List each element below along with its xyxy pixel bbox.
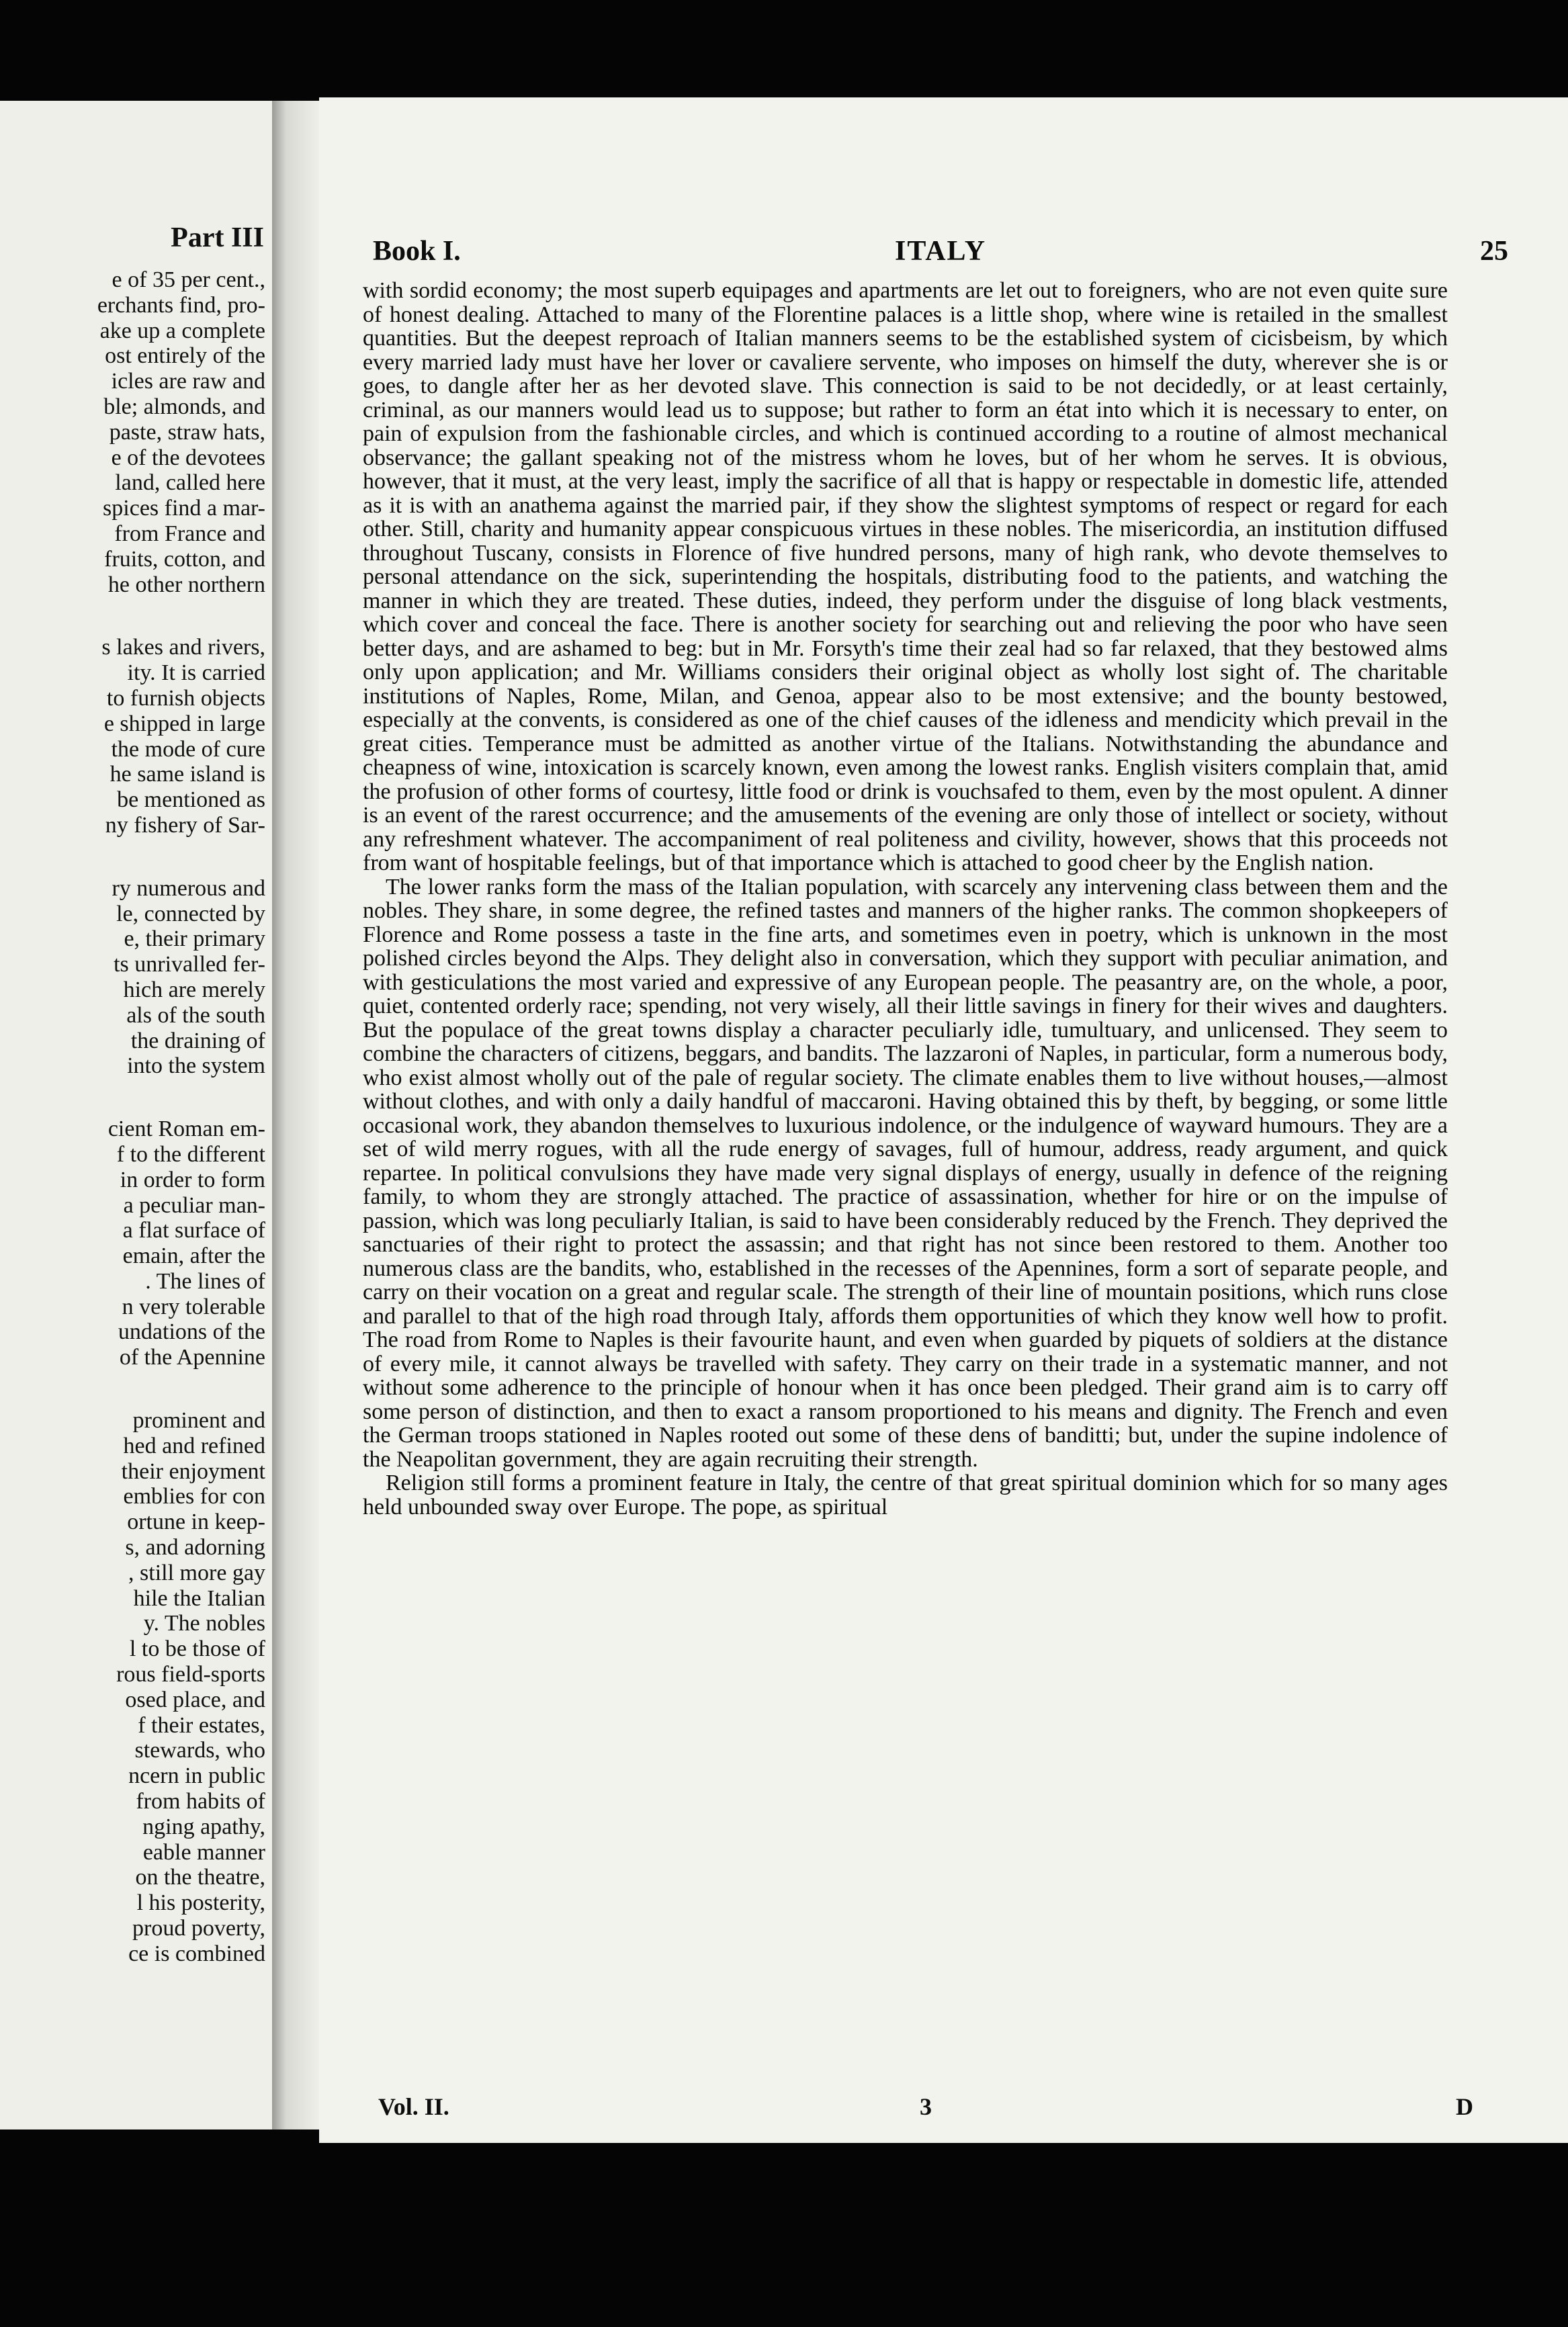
left-page-line: e of the devotees: [111, 445, 265, 470]
left-page-line: hile the Italian: [133, 1585, 265, 1611]
left-page-line: f to the different: [116, 1141, 265, 1167]
paragraph: Religion still forms a prominent feature in Italy, the centre of that great spiritual dominion which for so many ages held unbounded sway over Europe. The pope, as spiritual: [363, 1470, 1448, 1520]
left-page-line: s lakes and rivers,: [101, 635, 265, 660]
paragraph-gap: [0, 597, 265, 635]
page-footer: [378, 2093, 1473, 2122]
left-page-line: ake up a complete: [99, 318, 265, 343]
gathering-letter: D: [1456, 2093, 1473, 2120]
left-page-line: ost entirely of the: [105, 343, 265, 369]
left-page-line: cient Roman em-: [107, 1116, 265, 1142]
left-page-line: on the theatre,: [135, 1865, 265, 1890]
left-page-line: y. The nobles: [143, 1611, 265, 1636]
right-page: [319, 97, 1568, 2143]
left-page-line: e, their primary: [124, 926, 265, 952]
left-page-line: ortune in keep-: [127, 1509, 265, 1535]
left-page-line: rous field-sports: [116, 1662, 265, 1687]
page-title: ITALY: [894, 236, 987, 267]
left-page-line: , still more gay: [128, 1560, 265, 1585]
left-page-line: ts unrivalled fer-: [114, 952, 265, 977]
left-page-line: of the Apennine: [119, 1345, 265, 1370]
left-page-line: to furnish objects: [106, 685, 265, 711]
book-gutter: [272, 101, 319, 2130]
left-page-line: hed and refined: [123, 1433, 265, 1458]
left-page-line: osed place, and: [125, 1687, 265, 1712]
paragraph: with sordid economy; the most superb equipages and apartments are let out to foreigners, who are not even quite sure of honest dealing. Attached to many of the Florentine palaces is a little shop, where wine is retailed in the smallest quantities. But the deepest reproach of Italian manners seems to be the established system of cicisbeism, by which every married lady must have her lover or cavaliere servente, who imposes on himself the duty, wherever she is or goes, to dangle after her as her devoted slave. This connection is said to be not decidedly, or at least certainly, criminal, as our manners would lead us to suppose; but rather to form an état into which it is necessary to enter, on pain of expulsion from the fashionable circles, and which is continued according to a routine of almost mechanical observance; the gallant speaking not of the mistress whom he loves, but of her whom he serves. It is obvious, however, that it must, at the very least, imply the sacrifice of all that is happy or respectable in domestic life, attended as it is with an anathema against the married pair, if they show the slightest symptoms of respect or regard for each other. Still, charity and humanity appear conspicuous virtues in these nobles. The misericordia, an institution diffused throughout Tuscany, consists in Florence of five hundred persons, many of high rank, who devote themselves to personal attendance on the sick, superintending the hospitals, distributing food to the patients, and watching the manner in which they are treated. These duties, indeed, they perform under the disguise of long black vestments, which cover and conceal the face. There is another society for searching out and relieving the poor who have seen better days, and are ashamed to beg: but in Mr. Forsyth's time their zeal had so far relaxed, that they bestowed alms only upon application; and Mr. Williams considers their original object as wholly lost sight of. The charitable institutions of Naples, Rome, Milan, and Genoa, appear also to be most extensive; and the bounty bestowed, especially at the convents, is considered as one of the chief causes of the idleness and mendicity which prevail in the great cities. Temperance must be admitted as another virtue of the Italians. Notwithstanding the abundance and cheapness of wine, intoxication is scarcely known, even among the lowest ranks. English visiters complain that, amid the profusion of other forms of courtesy, little food or drink is vouchsafed to them, even by the most opulent. A dinner is an event of the rarest occurrence; and the amusements of the evening are only those of intellect or society, without any refreshment whatever. The accompaniment of real politeness and civility, however, shows that this proceeds not from want of hospitable feelings, but of that importance which is attached to good cheer by the English nation.: [363, 278, 1448, 875]
paragraph-gap: [0, 1370, 265, 1408]
left-page-line: fruits, cotton, and: [104, 546, 265, 572]
left-page-line: als of the south: [126, 1002, 265, 1028]
paragraph: The lower ranks form the mass of the Italian population, with scarcely any intervening class between them and the nobles. They share, in some degree, the refined tastes and manners of the higher ranks. The common shopkeepers of Florence and Rome possess a taste in the fine arts, and sometimes even in poetry, which is unknown in the most polished circles beyond the Alps. They delight also in conversation, which they support with peculiar animation, and with gesticulations the most varied and expressive of any European people. The peasantry are, on the whole, a poor, quiet, contented orderly race; spending, not very wisely, all their little savings in finery for their wives and daughters. But the populace of the great towns display a character peculiarly idle, tumultuary, and unlicensed. They seem to combine the characters of citizens, beggars, and bandits. The lazzaroni of Naples, in particular, form a numerous body, who exist almost wholly out of the pale of regular society. The climate enables them to live without houses,—almost without clothes, and with only a daily handful of maccaroni. Having obtained this by theft, by begging, or some little occasional work, they abandon themselves to luxurious indolence, or the indulgence of wayward humours. They are a set of wild merry rogues, with all the rude energy of savages, full of humour, address, ready argument, and quick repartee. In political convulsions they have made very signal displays of energy, usually in defence of the reigning family, to whom they are strongly attached. The practice of assassination, whether for hire or on the impulse of passion, which was long peculiarly Italian, is said to have been considerably reduced by the French. They deprived the sanctuaries of their right to protect the assassin; and that right has not since been restored to them. Another too numerous class are the bandits, who, established in the recesses of the Apennines, form a sort of separate people, and carry on their vocation on a great and regular scale. The strength of their line of mountain positions, which runs close and parallel to that of the high road through Italy, affords them opportunities of which they know well how to profit. The road from Rome to Naples is their favourite haunt, and even when guarded by piquets of soldiers at the distance of every mile, it cannot always be travelled with safety. They carry on their trade in a systematic manner, and not without some adherence to the principle of honour when it has once been pledged. Their grand aim is to carry off some person of distinction, and then to exact a ransom proportioned to his means and dignity. The French and even the German troops stationed in Naples rooted out some of these dens of banditti; but, under the supine indolence of the Neapolitan government, they are again recruiting their strength.: [363, 874, 1448, 1472]
left-page-line: icles are raw and: [111, 369, 265, 394]
left-page-line: into the system: [127, 1053, 265, 1079]
left-page-line: ity. It is carried: [127, 660, 265, 686]
left-page-line: spices find a mar-: [103, 496, 265, 521]
left-page-line: ry numerous and: [112, 875, 265, 901]
left-page-line: f their estates,: [138, 1712, 265, 1738]
left-page-line: proud poverty,: [132, 1916, 265, 1941]
left-page-line: from France and: [114, 521, 265, 546]
book-label: Book I.: [373, 236, 461, 267]
left-page-line: nging apathy,: [142, 1814, 265, 1839]
left-page-line: ny fishery of Sar-: [105, 812, 265, 838]
left-page-line: eable manner: [142, 1839, 265, 1865]
left-page-line: hich are merely: [123, 977, 265, 1002]
running-header: [373, 235, 1508, 269]
left-page-line: n very tolerable: [122, 1294, 265, 1319]
left-page-line: l to be those of: [129, 1636, 265, 1662]
page-number: 25: [1480, 236, 1508, 267]
volume-label: Vol. II.: [378, 2093, 449, 2120]
left-page-header: Part III: [171, 222, 264, 253]
left-page-line: . The lines of: [145, 1268, 265, 1294]
left-page-line: s, and adorning: [125, 1535, 265, 1561]
left-page-line: le, connected by: [116, 901, 265, 926]
paragraph-gap: [0, 1079, 265, 1116]
left-page: [0, 101, 272, 2130]
body-text: [363, 279, 1448, 1519]
left-page-line: he other northern: [107, 572, 265, 597]
left-page-line: a flat surface of: [122, 1218, 265, 1243]
left-page-line: the draining of: [130, 1028, 265, 1053]
left-page-line: ncern in public: [128, 1763, 265, 1789]
paragraph-gap: [0, 838, 265, 876]
left-page-line: ce is combined: [128, 1941, 265, 1966]
left-page-line: e shipped in large: [103, 711, 265, 736]
left-page-line: undations of the: [118, 1319, 265, 1345]
left-page-line: erchants find, pro-: [97, 292, 265, 318]
left-page-line: the mode of cure: [111, 736, 265, 762]
left-page-line: e of 35 per cent.,: [112, 267, 265, 292]
left-page-line: stewards, who: [134, 1738, 265, 1763]
left-page-line: be mentioned as: [117, 787, 265, 813]
left-page-line: from habits of: [136, 1789, 265, 1814]
left-page-line: a peculiar man-: [123, 1192, 265, 1218]
left-page-text: [0, 267, 265, 1967]
signature-mark: 3: [920, 2093, 932, 2120]
left-page-line: l his posterity,: [136, 1890, 265, 1916]
left-page-line: their enjoyment: [121, 1458, 265, 1484]
left-page-line: he same island is: [110, 762, 265, 787]
left-page-line: ble; almonds, and: [103, 394, 265, 419]
left-page-line: emain, after the: [122, 1243, 265, 1269]
left-page-line: in order to form: [120, 1167, 265, 1192]
left-page-line: prominent and: [132, 1408, 265, 1434]
left-page-line: emblies for con: [123, 1484, 265, 1509]
left-page-line: land, called here: [115, 470, 265, 496]
left-page-line: paste, straw hats,: [109, 419, 265, 445]
